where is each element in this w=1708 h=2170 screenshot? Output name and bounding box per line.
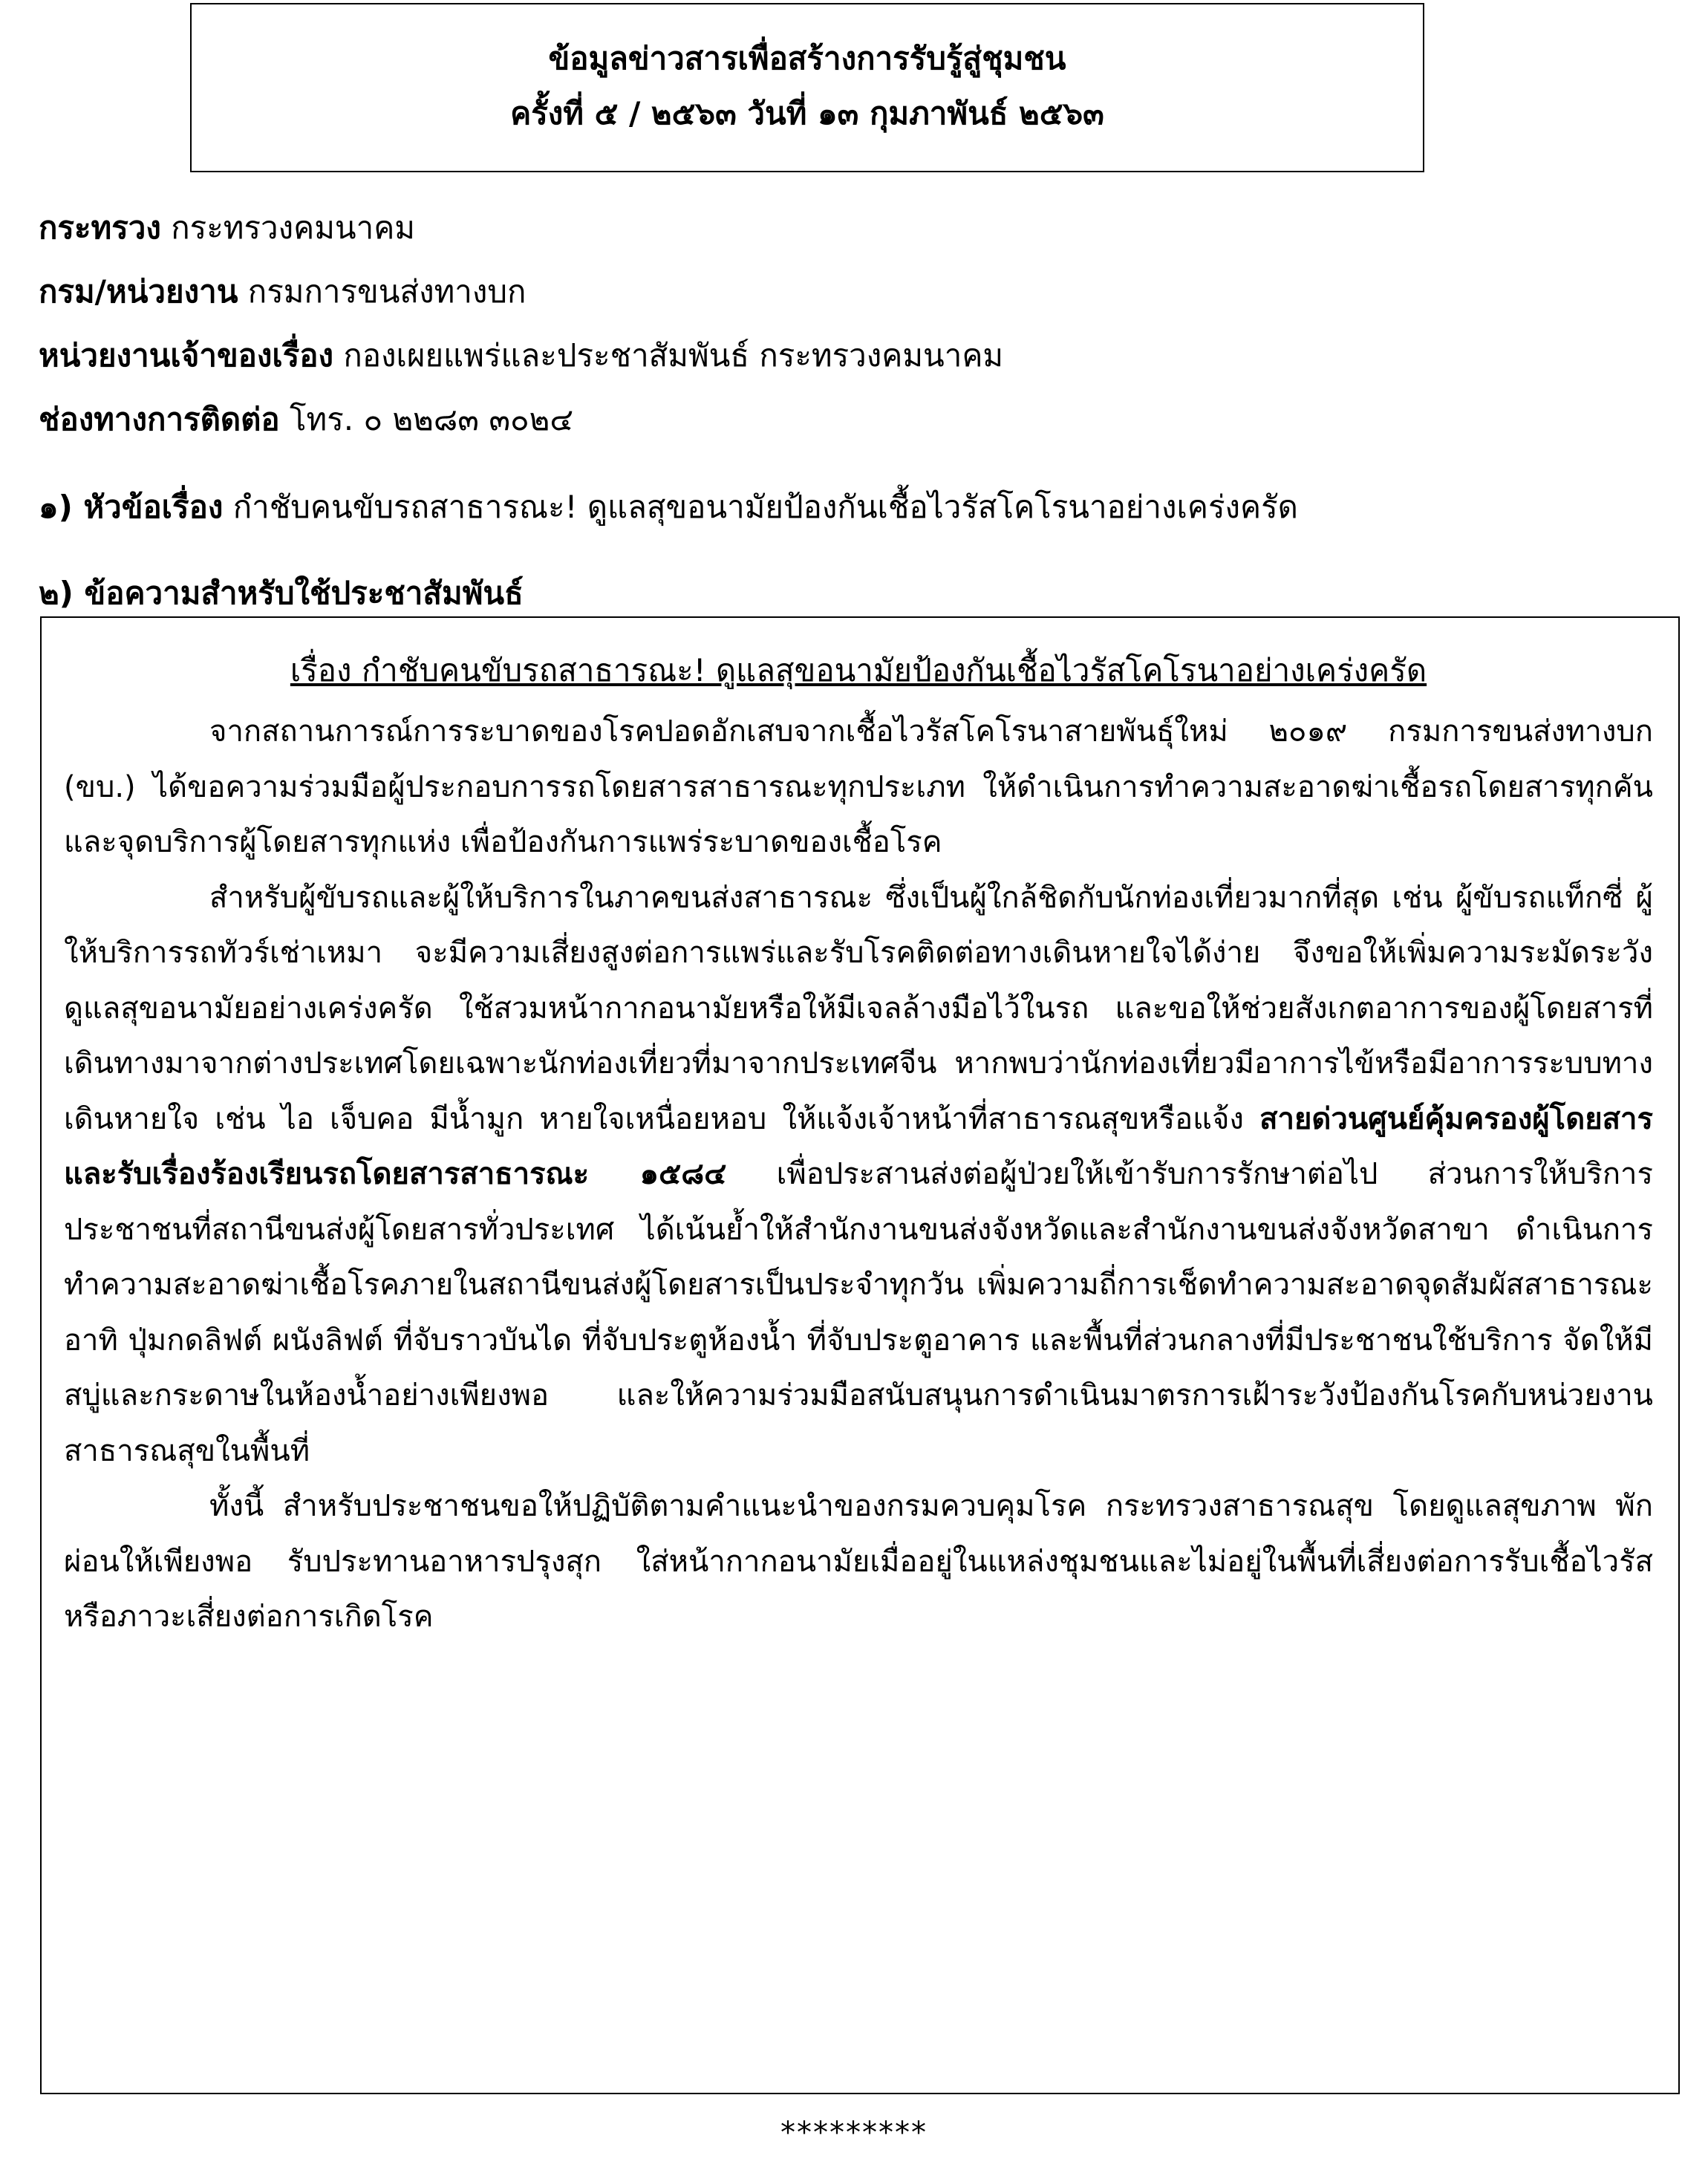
paragraph-2 — [64, 870, 1653, 1479]
contact-value: โทร. ๐ ๒๒๘๓ ๓๐๒๔ — [290, 401, 574, 437]
contact-label: ช่องทางการติดต่อ — [39, 401, 280, 437]
department-label: กรม/หน่วยงาน — [39, 273, 238, 310]
department-value: กรมการขนส่งทางบก — [247, 273, 527, 310]
topic-row — [39, 475, 1298, 539]
paragraph-3: ทั้งนี้ สำหรับประชาชนขอให้ปฏิบัติตามคำแนะนำของกรมควบคุมโรค กระทรวงสาธารณสุข โดยดูแลสุขภาพ พักผ่อนให้เพียงพอ รับประทานอาหารปรุงสุก ใส่หน้ากากอนามัยเมื่ออยู่ในแหล่งชุมชนและไม่อยู่ในพื้นที่เสี่ยงต่อการรับเชื้อไวรัสหรือภาวะเสี่ยงต่อการเกิดโรค — [64, 1489, 1653, 1634]
press-release-box — [40, 616, 1680, 2094]
meta-ministry — [39, 196, 1672, 260]
hotline-text: สายด่วนศูนย์คุ้มครองผู้โดยสารและรับเรื่องร้องเรียนรถโดยสารสาธารณะ ๑๕๘๔ — [64, 1101, 1653, 1191]
meta-section — [39, 196, 1672, 452]
meta-contact — [39, 388, 1672, 452]
pr-label: ๒) ข้อความสำหรับใช้ประชาสัมพันธ์ — [39, 575, 524, 611]
press-release-title: เรื่อง กำชับคนขับรถสาธารณะ! ดูแลสุขอนามัยป้องกันเชื้อไวรัสโคโรนาอย่างเคร่งครัด — [290, 652, 1427, 688]
owner-label: หน่วยงานเจ้าของเรื่อง — [39, 337, 334, 374]
header-title: ข้อมูลข่าวสารเพื่อสร้างการรับรู้สู่ชุมชน — [548, 40, 1066, 76]
header-issue-date: ครั้งที่ ๕ / ๒๕๖๓ วันที่ ๑๓ กุมภาพันธ์ ๒๕๖๓ — [510, 95, 1104, 131]
topic-value: กำชับคนขับรถสาธารณะ! ดูแลสุขอนามัยป้องกันเชื้อไวรัสโคโรนาอย่างเคร่งครัด — [232, 489, 1298, 525]
ministry-label: กระทรวง — [39, 209, 161, 246]
header-box — [190, 3, 1424, 172]
end-mark: ********* — [780, 2116, 928, 2150]
meta-department — [39, 260, 1672, 324]
topic-label: ๑) หัวข้อเรื่อง — [39, 489, 224, 525]
paragraph-2-text-b: เพื่อประสานส่งต่อผู้ป่วยให้เข้ารับการรักษาต่อไป ส่วนการให้บริการประชาชนที่สถานีขนส่งผู้โดยสารทั่วประเทศ ได้เน้นย้ำให้สำนักงานขนส่งจังหวัดและสำนักงานขนส่งจังหวัดสาขา ดำเนินการทำความสะอาดฆ่าเชื้อโรคภายในสถานีขนส่งผู้โดยสารเป็นประจำทุกวัน เพิ่มความถี่การเช็ดทำความสะอาดจุดสัมผัสสาธารณะ อาทิ ปุ่มกดลิฟต์ ผนังลิฟต์ ที่จับราวบันได ที่จับประตูห้องน้ำ ที่จับประตูอาคาร และพื้นที่ส่วนกลางที่มีประชาชนใช้บริการ จัดให้มีสบู่และกระดาษในห้องน้ำอย่างเพียงพอ และให้ความร่วมมือสนับสนุนการดำเนินมาตรการเฝ้าระวังป้องกันโรคกับหน่วยงานสาธารณสุขในพื้นที่ — [64, 1157, 1654, 1468]
ministry-value: กระทรวงคมนาคม — [171, 209, 415, 246]
owner-value: กองเผยแพร่และประชาสัมพันธ์ กระทรวงคมนาคม — [343, 337, 1004, 374]
paragraph-1: จากสถานการณ์การระบาดของโรคปอดอักเสบจากเชื้อไวรัสโคโรนาสายพันธุ์ใหม่ ๒๐๑๙ กรมการขนส่งทางบก (ขบ.) ได้ขอความร่วมมือผู้ประกอบการรถโดยสารสาธารณะทุกประเภท ให้ดำเนินการทำความสะอาดฆ่าเชื้อรถโดยสารทุกคัน และจุดบริการผู้โดยสารทุกแห่ง เพื่อป้องกันการแพร่ระบาดของเชื้อโรค — [64, 714, 1653, 859]
paragraph-2-text-a: สำหรับผู้ขับรถและผู้ให้บริการในภาคขนส่งสาธารณะ ซึ่งเป็นผู้ใกล้ชิดกับนักท่องเที่ยวมากที่สุด เช่น ผู้ขับรถแท็กซี่ ผู้ให้บริการรถทัวร์เช่าเหมา จะมีความเสี่ยงสูงต่อการแพร่และรับโรคติดต่อทางเดินหายใจได้ง่าย จึงขอให้เพิ่มความระมัดระวังดูแลสุขอนามัยอย่างเคร่งครัด ใช้สวมหน้ากากอนามัยหรือให้มีเจลล้างมือไว้ในรถ และขอให้ช่วยสังเกตอาการของผู้โดยสารที่เดินทางมาจากต่างประเทศโดยเฉพาะนักท่องเที่ยวที่มาจากประเทศจีน หากพบว่านักท่องเที่ยวมีอาการไข้หรือมีอาการระบบทางเดินหายใจ เช่น ไอ เจ็บคอ มีน้ำมูก หายใจเหนื่อยหอบ ให้แจ้งเจ้าหน้าที่สาธารณสุขหรือแจ้ง — [64, 880, 1653, 1136]
meta-owner — [39, 324, 1672, 388]
